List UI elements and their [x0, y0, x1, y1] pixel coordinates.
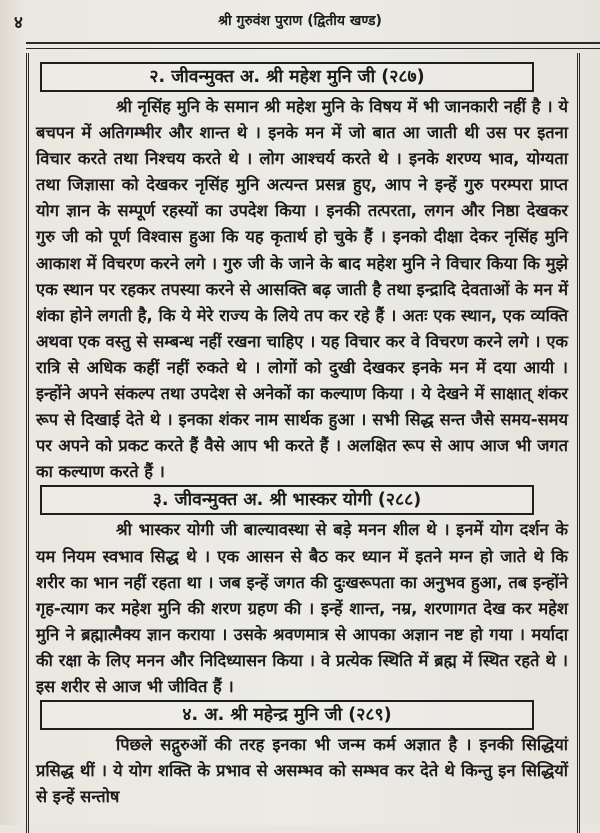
page-number: ४: [14, 13, 23, 33]
header-rule-thin: [26, 48, 600, 49]
section-heading: ४. अ. श्री महेन्द्र मुनि जी (२८९): [40, 700, 534, 730]
header-rule: [26, 42, 600, 44]
section-paragraph: पिछले सद्गुरुओं की तरह इनका भी जन्म कर्म अज्ञात है । इनकी सिद्धियां प्रसिद्ध थीं । ये योग शक्ति के प्रभाव से असम्भव को सम्भव कर देते थे किन्तु इन सिद्धियों से इन्हें सन्तोष: [36, 735, 568, 807]
page-content: [36, 58, 568, 810]
book-title: श्री गुरुवंश पुराण (द्वितीय खण्ड): [218, 13, 382, 29]
section-heading: २. जीवन्मुक्त अ. श्री महेश मुनि जी (२८७): [40, 62, 534, 92]
section-heading: ३. जीवन्मुक्त अ. श्री भास्कर योगी (२८८): [40, 485, 534, 515]
section-paragraph: श्री भास्कर योगी जी बाल्यावस्था से बड़े मनन शील थे । इनमें योग दर्शन के यम नियम स्वभाव सिद्ध थे । एक आसन से बैठ कर ध्यान में इतने मग्न हो जाते थे कि शरीर का भान नहीं रहता था । जब इन्हें जगत की दुःखरूपता का अनुभव हुआ, तब इन्होंने गृह-त्याग कर महेश मुनि की शरण ग्रहण की । इन्हें शान्त, नम्र, शरणागत देख कर महेश मुनि ने ब्रह्मात्मैक्य ज्ञान कराया । उसके श्रवणमात्र से आपका अज्ञान नष्ट हो गया । मर्यादा की रक्षा के लिए मनन और निदिध्यासन किया । वे प्रत्येक स्थिति में ब्रह्म में स्थित रहते थे । इस शरीर से आज भी जीवित हैं ।: [36, 520, 568, 696]
section-paragraph: श्री नृसिंह मुनि के समान श्री महेश मुनि के विषय में भी जानकारी नहीं है । ये बचपन में अतिगम्भीर और शान्त थे । इनके मन में जो बात आ जाती थी उस पर इतना विचार करते तथा निश्चय करते थे । लोग आश्चर्य करते थे । इनके शरण्य भाव, योग्यता तथा जिज्ञासा को देखकर नृसिंह मुनि अत्यन्त प्रसन्न हुए, आप ने इन्हें गुरु परम्परा प्राप्त योग ज्ञान के सम्पूर्ण रहस्यों का उपदेश किया । इनकी तत्परता, लगन और निष्ठा देखकर गुरु जी को पूर्ण विश्वास हुआ कि यह कृतार्थ हो चुके हैं । इनको दीक्षा देकर नृसिंह मुनि आकाश में विचरण करने लगे । गुरु जी के जाने के बाद महेश मुनि ने विचार किया कि मुझे एक स्थान पर रहकर तपस्या करने से आसक्ति बढ़ जाती है तथा इन्द्रादि देवताओं के मन में शंका होने लगती है, कि ये मेरे राज्य के लिये तप कर रहे हैं । अतः एक स्थान, एक व्यक्ति अथवा एक वस्तु से सम्बन्ध नहीं रखना चाहिए । यह विचार कर वे विचरण करने लगे । एक रात्रि से अधिक कहीं नहीं रुकते थे । लोगों को दुखी देखकर इनके मन में दया आयी । इन्होंने अपने संकल्प तथा उपदेश से अनेकों का कल्याण किया । ये देखने में साक्षात् शंकर रूप से दिखाई देते थे । इनका शंकर नाम सार्थक हुआ । सभी सिद्ध सन्त जैसे समय-समय पर अपने को प्रकट करते हैं वैसे आप भी करते हैं । अलक्षित रूप से आप आज भी जगत का कल्याण करते हैं ।: [36, 97, 568, 482]
running-header: [0, 8, 600, 32]
